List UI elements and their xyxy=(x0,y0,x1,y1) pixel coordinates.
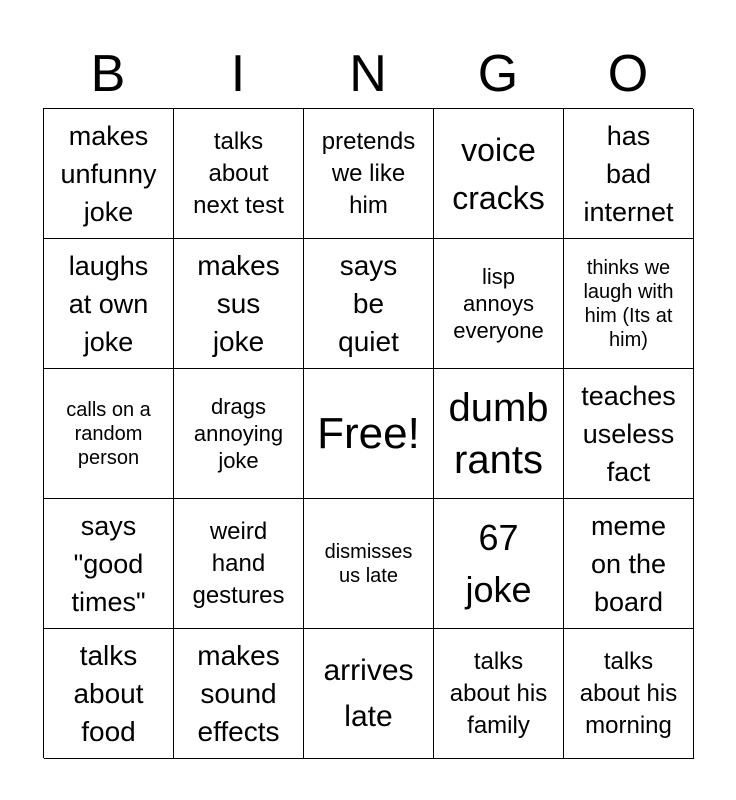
bingo-cell-text: thinks we laugh with him (Its at him) xyxy=(583,256,674,351)
bingo-cell-text: 67 joke xyxy=(465,516,532,610)
bingo-cell[interactable] xyxy=(44,369,174,499)
bingo-cell-text: makes sound effects xyxy=(197,639,280,747)
bingo-cell[interactable] xyxy=(44,499,174,629)
bingo-cell[interactable] xyxy=(174,369,304,499)
bingo-cell-text: makes unfunny joke xyxy=(60,120,157,227)
bingo-cell[interactable] xyxy=(434,239,564,369)
bingo-header xyxy=(43,44,693,104)
bingo-cell[interactable] xyxy=(44,239,174,369)
bingo-cell[interactable] xyxy=(564,239,694,369)
bingo-cell[interactable] xyxy=(434,499,564,629)
header-letter-g: G xyxy=(477,45,519,103)
header-letter-i: I xyxy=(230,45,246,103)
bingo-cell-text: talks about next test xyxy=(193,127,284,219)
bingo-cell[interactable] xyxy=(304,109,434,239)
header-letter-o: O xyxy=(607,45,649,103)
bingo-cell-text: drags annoying joke xyxy=(193,394,284,473)
bingo-cell[interactable] xyxy=(44,109,174,239)
bingo-cell[interactable] xyxy=(564,369,694,499)
bingo-cell-text: talks about food xyxy=(73,639,144,747)
bingo-cell[interactable] xyxy=(564,499,694,629)
bingo-cell-text: makes sus joke xyxy=(197,249,280,357)
bingo-cell-text: teaches useless fact xyxy=(581,380,676,487)
bingo-cell[interactable] xyxy=(174,499,304,629)
bingo-cell-text: dumb rants xyxy=(448,385,549,482)
bingo-cell-text: pretends we like him xyxy=(321,127,416,219)
bingo-cell[interactable] xyxy=(564,629,694,759)
bingo-cell[interactable] xyxy=(564,109,694,239)
bingo-cell-text: has bad internet xyxy=(583,120,674,227)
bingo-cell-text: lisp annoys everyone xyxy=(453,264,544,343)
bingo-cell[interactable] xyxy=(174,629,304,759)
bingo-cell[interactable] xyxy=(434,629,564,759)
bingo-cell-text: voice cracks xyxy=(452,131,545,216)
bingo-cell-text: says "good times" xyxy=(71,510,146,617)
bingo-cell-text: says be quiet xyxy=(338,249,399,357)
bingo-cell-text: talks about his morning xyxy=(579,647,678,739)
bingo-cell-text: weird hand gestures xyxy=(192,517,285,609)
bingo-board xyxy=(43,108,693,758)
bingo-cell[interactable] xyxy=(44,629,174,759)
bingo-cell-text: laughs at own joke xyxy=(68,250,149,357)
bingo-cell-text: dismisses us late xyxy=(324,540,413,587)
bingo-cell[interactable] xyxy=(434,109,564,239)
bingo-cell-text: talks about his family xyxy=(449,647,548,739)
bingo-cell[interactable] xyxy=(434,369,564,499)
bingo-cell[interactable] xyxy=(174,109,304,239)
bingo-cell-text: Free! xyxy=(317,408,420,458)
bingo-cell[interactable] xyxy=(174,239,304,369)
bingo-cell[interactable] xyxy=(304,499,434,629)
header-letter-b: B xyxy=(90,45,126,103)
bingo-cell[interactable] xyxy=(304,629,434,759)
bingo-cell-text: arrives late xyxy=(323,653,414,733)
header-letter-n: N xyxy=(349,45,387,103)
bingo-cell-free[interactable] xyxy=(304,369,434,499)
bingo-cell[interactable] xyxy=(304,239,434,369)
bingo-cell-text: meme on the board xyxy=(590,510,667,617)
bingo-cell-text: calls on a random person xyxy=(66,398,151,469)
